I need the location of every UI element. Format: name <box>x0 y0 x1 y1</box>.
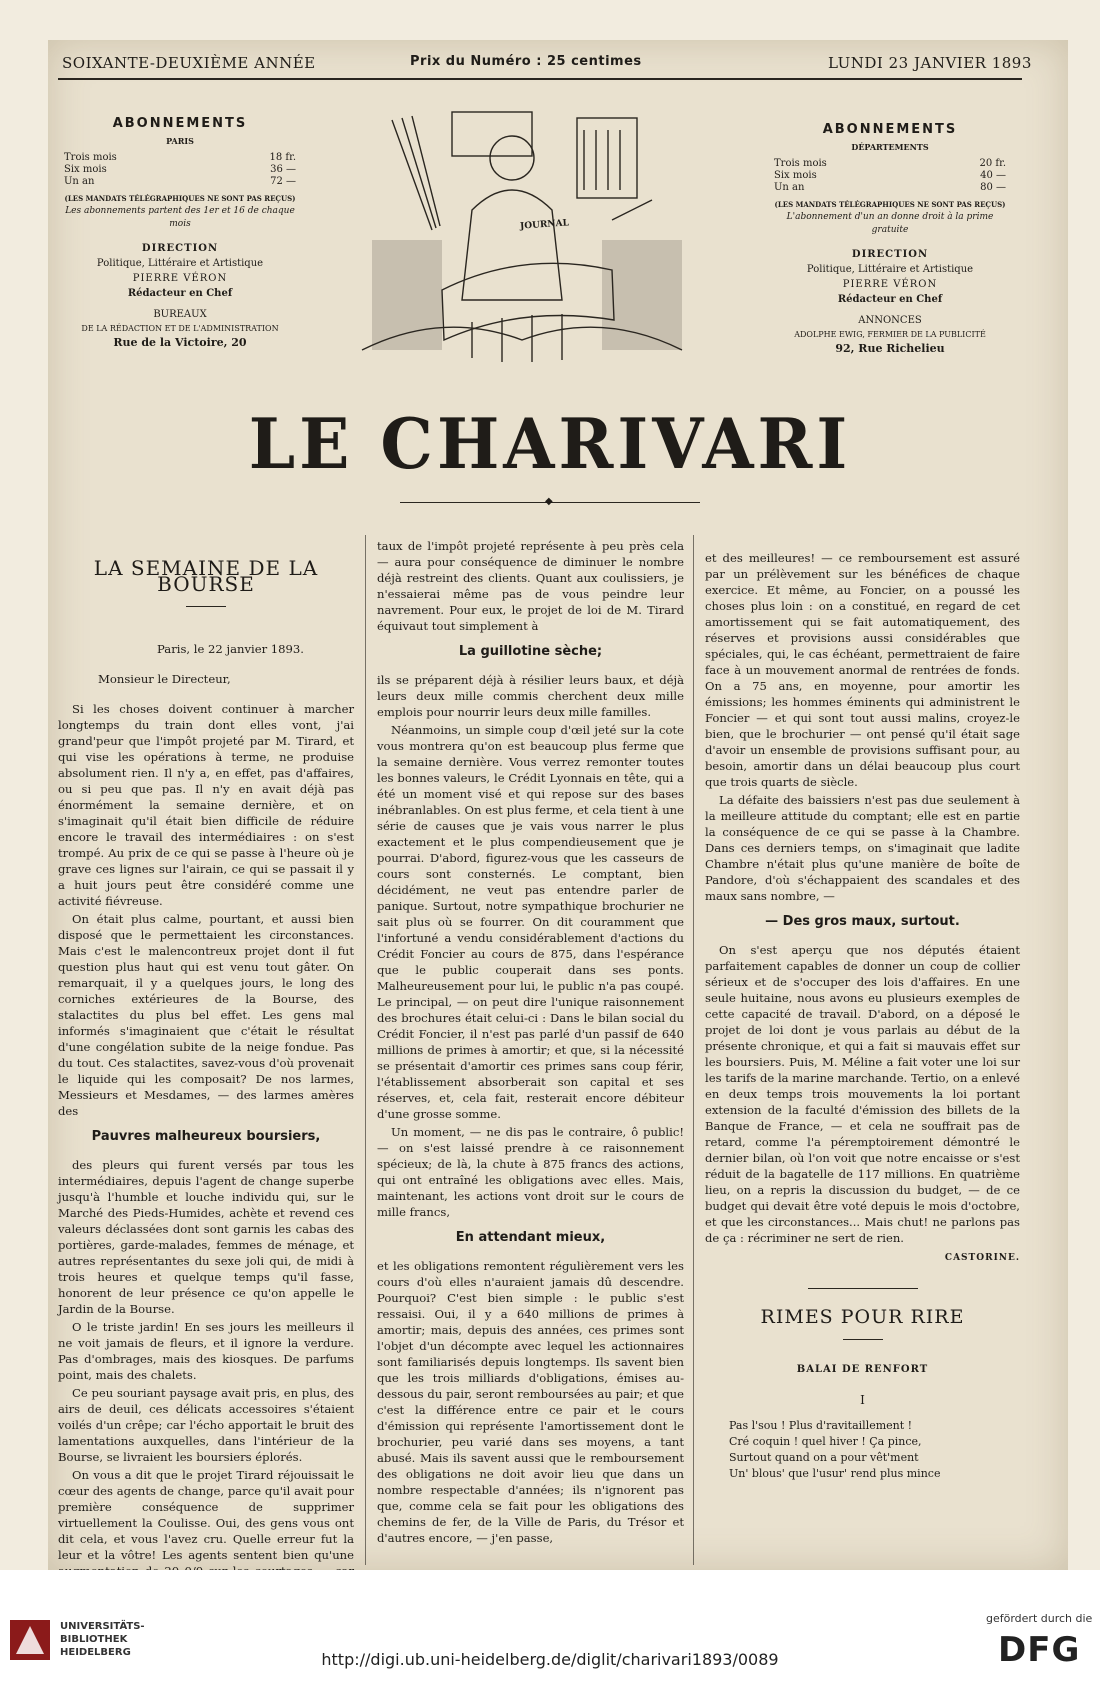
header-date: LUNDI 23 JANVIER 1893 <box>828 54 1032 72</box>
subs-left-direction-sub: Politique, Littéraire et Artistique <box>96 258 264 269</box>
subheading: — Des gros maux, surtout. <box>765 914 960 929</box>
library-line: BIBLIOTHEK <box>60 1634 128 1645</box>
masthead-illustration <box>352 100 692 368</box>
rate-amount: 80 — <box>980 182 1006 193</box>
rate-label: Six mois <box>64 164 107 175</box>
subs-right-note: (LES MANDATS TÉLÉGRAPHIQUES NE SONT PAS REÇUS) <box>774 200 1006 209</box>
source-url[interactable]: http://digi.ub.uni-heidelberg.de/diglit/charivari1893/0089 <box>321 1650 779 1669</box>
rate-label: Trois mois <box>64 152 117 163</box>
column-1 <box>58 556 354 1562</box>
paragraph: La défaite des baissiers n'est pas due seulement à la meilleure attitude du comptant; elle est en partie la conséquence de ce qui se passe à la Chambre. Dans ces derniers temps, on s'imaginait que ladite Chambre n'était plus qu'une manière de boîte de Pandore, d'où s'échappaient des scandales et des maux sans nombre, — <box>705 793 1020 903</box>
subs-right <box>770 122 1010 356</box>
subs-right-rates <box>774 158 1006 194</box>
subs-right-title: ABONNEMENTS <box>822 122 958 137</box>
title-rule <box>843 1339 883 1340</box>
funded-by: gefördert durch die <box>986 1612 1093 1625</box>
poem-line: Cré coquin ! quel hiver ! Ça pince, <box>729 1435 922 1448</box>
rate-amount: 40 — <box>980 170 1006 181</box>
subs-left-note: (LES MANDATS TÉLÉGRAPHIQUES NE SONT PAS REÇUS) <box>64 194 296 203</box>
subs-left-address: Rue de la Victoire, 20 <box>113 336 247 349</box>
paragraph: Néanmoins, un simple coup d'œil jeté sur la cote vous montrera qu'on est beaucoup plus ferme que la semaine dernière. Vous verrez remonter toutes les bonnes valeurs, le Crédit Lyonnais en tête, qui a été un moment visé et qui repose sur des bases inébranlables. On est plus ferme, et cela tient à une série de causes que je vais vous narrer le plus exactement et le plus compendieusement que je pourrai. D'abord, figurez-vous que les casseurs de cours sont consternés. Le comptant, bien décidément, ne veut pas entendre parler de panique. Surtout, notre sympathique brochurier ne sait plus où se fourrer. On dit couramment que l'infortuné a vendu considérablement d'actions du Crédit Foncier au cours de 875, dans l'espérance que le public couperait dans ses ponts. Malheureusement pour lui, le public n'a pas coupé. Le principal, — on peut dire l'unique raisonnement des brochures était celui-ci : Dans le bilan social du Crédit Foncier, il n'est pas parlé d'un passif de 640 millions de primes à amortir; et que, si la nécessité se présentait d'amortir ces primes sans coup férir, l'établissement absorberait son capital et ses réserves, et, cela fait, resterait encore débiteur d'une grosse somme. <box>377 723 684 1121</box>
signature: CASTORINE. <box>944 1253 1020 1263</box>
rate-label: Six mois <box>774 170 817 181</box>
paragraph: Ce peu souriant paysage avait pris, en plus, des airs de deuil, ces délicats accessoires s'étaient voilés d'un crêpe; car l'écho apportait le bruit des lamentations auxquelles, dans l'intérieur de la Bourse, se livraient les boursiers éplorés. <box>58 1386 354 1464</box>
poem-line: Un' blous' que l'usur' rend plus mince <box>729 1467 941 1480</box>
dfg-logo: DFG <box>998 1630 1081 1670</box>
section-rule <box>808 1288 918 1289</box>
subheading: La guillotine sèche; <box>458 644 603 659</box>
paragraph: On était plus calme, pourtant, et aussi bien disposé que le permettaient les circonstances. Mais c'est le malencontreux projet dont il fut question plus haut qui est venu tout gâter. On remarquait, il y a quelques jours, le long des corniches extérieures de la Bourse, des stalactites du plus bel effet. Les gens mal informés s'imaginaient que c'était le résultat d'une congélation subite de la neige fondue. Pas du tout. Ces stalactites, savez-vous d'où provenait le liquide qui les composait? De nos larmes, Messieurs et Mesdames, — des larmes amères des <box>58 912 354 1118</box>
poem-number: I <box>860 1393 865 1407</box>
subs-left-region: PARIS <box>166 136 194 146</box>
poem <box>729 1418 1020 1482</box>
subheading: En attendant mieux, <box>455 1230 606 1245</box>
library-line: UNIVERSITÄTS- <box>60 1621 145 1632</box>
paragraph: ils se préparent déjà à résilier leurs baux, et déjà leurs deux mille commis cherchent deux mille emplois pour nourrir leurs deux mille familles. <box>377 673 684 719</box>
rate-amount: 20 fr. <box>979 158 1006 169</box>
paragraph: O le triste jardin! En ses jours les meilleurs il ne voit jamais de fleurs, et il ignore la verdure. Pas d'ombrages, mais des kiosques. De parfums point, mais des chalets. <box>58 1320 354 1382</box>
paragraph: On s'est aperçu que nos députés étaient parfaitement capables de donner un coup de collier sérieux et de s'occuper des lois d'affaires. En une seule huitaine, nous avons eu plusieurs exemples de cette capacité de travail. D'abord, on a déposé le projet de loi dont je vous parlais au début de la présente chronique, et qui a fait si mauvais effet sur les boursiers. Puis, M. Méline a fait voter une loi sur les tarifs de la marine marchande. Tertio, on a enlevé en deux temps trois mouvements la loi portant extension de la faculté d'émission des billets de la Banque de France, — et cela ne souffrait pas de retard, comme l'a péremptoirement démontré le dernier bilan, où l'on voit que notre encaisse or s'est réduit de la bagatelle de 117 millions. En quatrième lieu, on a repris la discussion du budget, — de ce budget qui devait être voté depuis le mois d'octobre, et que les circonstances... Mais chut! ne parlons pas de ça : récriminer ne sert de rien. <box>705 943 1020 1245</box>
subs-right-annonces-sub: ADOLPHE EWIG, FERMIER DE LA PUBLICITÉ <box>794 330 986 339</box>
column-2 <box>377 538 684 1562</box>
subs-right-italic: L'abonnement d'un an donne droit à la prime gratuite <box>786 212 994 235</box>
column-3 <box>705 550 1020 1562</box>
title-rule <box>186 606 226 607</box>
poem-title: BALAI DE RENFORT <box>796 1364 929 1375</box>
poem-line: Surtout quand on a pour vêt'ment <box>729 1451 919 1464</box>
poem-line: Pas l'sou ! Plus d'ravitaillement ! <box>729 1419 913 1432</box>
subs-left-bureaux: BUREAUX <box>153 309 207 320</box>
subs-left-italic: Les abonnements partent des 1er et 16 de chaque mois <box>65 206 295 229</box>
subs-left-editor: PIERRE VÉRON <box>132 273 228 284</box>
header-year: SOIXANTE-DEUXIÈME ANNÉE <box>62 54 316 72</box>
paragraph: et les obligations remontent régulièrement vers les cours d'où elles n'auraient jamais dû descendre. Pourquoi? C'est bien simple : le public s'est ressaisi. Oui, il y a 640 millions de primes à amortir; mais, depuis des années, ces primes sont l'objet d'un décompte avec lequel les actionnaires sont familiarisés depuis longtemps. Ils savent bien que les trois milliards d'obligations, émises au-dessous du pair, seront remboursées au pair; et que c'est la différence entre ce pair et le cours d'émission qui représente l'amortissement dont le brochurier, peu varié dans ses moyens, a tant abusé. Mais ils savent aussi que le remboursement des obligations ne doit avoir lieu que dans un nombre respectable d'années; ils n'ignorent pas que, comme cela se fait pour les obligations des chemins de fer, de la Ville de Paris, du Trésor et d'autres encore, — j'en passe, <box>377 1259 684 1545</box>
ornament-diamond-icon: ◆ <box>545 496 553 507</box>
subs-left-rates <box>64 152 296 188</box>
header-rule <box>58 78 1022 80</box>
paragraph: Si les choses doivent continuer à marcher longtemps du train dont elles vont, j'ai grand'peur que l'impôt projeté par M. Tirard, et qui vise les opérations à terme, ne produise absolument rien. Il n'y a, en effet, pas d'affaires, ou si peu que pas. Il n'y en avait déjà pas énormément la semaine dernière, et on s'imaginait qu'il était bien difficile de réduire encore le travail des intermédiaires : on s'est trompé. Au prix de ce qui se passe à l'heure où je grave ces lignes sur l'airain, ce qui se passait il y a huit jours peut être considéré comme une activité fiévreuse. <box>58 702 354 908</box>
rate-label: Un an <box>774 182 805 193</box>
illustration-caption: JOURNAL <box>519 218 570 232</box>
subs-right-region: DÉPARTEMENTS <box>851 142 929 152</box>
subs-left-bureaux-sub: DE LA RÉDACTION ET DE L'ADMINISTRATION <box>81 324 279 333</box>
subs-left-direction: DIRECTION <box>141 243 219 254</box>
column-separator <box>693 535 694 1565</box>
header-price: Prix du Numéro : 25 centimes <box>410 54 642 69</box>
subs-right-editor-role: Rédacteur en Chef <box>837 294 943 305</box>
subs-left-editor-role: Rédacteur en Chef <box>127 288 233 299</box>
paragraph: taux de l'impôt projeté représente à peu près cela — aura pour conséquence de diminuer le nombre déjà restreint des clients. Quant aux coulissiers, je n'essaierai même pas de vous peindre leur navrement. Pour eux, le projet de loi de M. Tirard équivaut tout simplement à <box>377 539 684 633</box>
rate-amount: 72 — <box>270 176 296 187</box>
dateline: Paris, le 22 janvier 1893. <box>157 642 304 656</box>
paragraph: des pleurs qui furent versés par tous les intermédiaires, depuis l'agent de change superbe jusqu'à l'humble et louche individu qui, sur le Marché des Pieds-Humides, achète et revend ces valeurs déclassées dont sont garnis les cabas des portières, garde-malades, femmes de ménage, et autres représentantes du sexe joli qui, de midi à trois heures et quelque temps qu'il fasse, honorent de leur présence ce qu'on appelle le Jardin de la Bourse. <box>58 1158 354 1316</box>
rate-amount: 36 — <box>270 164 296 175</box>
subs-right-direction-sub: Politique, Littéraire et Artistique <box>806 264 974 275</box>
subs-right-direction: DIRECTION <box>851 249 929 260</box>
rimes-title: RIMES POUR RIRE <box>760 1306 965 1328</box>
masthead-title: LE CHARIVARI <box>248 403 852 485</box>
subs-right-editor: PIERRE VÉRON <box>842 279 938 290</box>
caricature-figure-image <box>352 100 692 368</box>
library-line: HEIDELBERG <box>60 1647 131 1658</box>
rate-label: Trois mois <box>774 158 827 169</box>
subs-right-annonces: ANNONCES <box>858 315 922 326</box>
subs-left <box>60 116 300 350</box>
paragraph: et des meilleures! — ce remboursement est assuré par un prélèvement sur les bénéfices de chaque exercice. Et même, au Foncier, on a poussé les choses plus loin : on a constitué, en regard de cet amortissement qui se fait automatiquement, des réserves et provisions aussi considérables que spéciales, qui, le cas échéant, permettraient de faire face à un mouvement anormal de rentrées de fonds. On a 75 ans, en moyenne, pour amortir les émissions; les hommes éminents qui administrent le Foncier — et qui sont tout aussi malins, croyez-le bien, que le brochurier — ont pensé qu'il était sage d'avoir un ensemble de provisions suffisant pour, au besoin, amortir dans un délai beaucoup plus court que trois quarts de siècle. <box>705 551 1020 789</box>
salutation: Monsieur le Directeur, <box>98 672 231 686</box>
rate-label: Un an <box>64 176 95 187</box>
article-title: LA SEMAINE DE LA BOURSE <box>93 556 319 596</box>
subheading: Pauvres malheureux boursiers, <box>91 1129 321 1144</box>
rate-amount: 18 fr. <box>269 152 296 163</box>
paragraph: Un moment, — ne dis pas le contraire, ô public! — on s'est laissé prendre à ce raisonnement spécieux; de là, la chute à 875 francs des actions, qui ont entraîné les obligations avec elles. Mais, maintenant, les actions vont droit sur le cours de mille francs, <box>377 1125 684 1219</box>
paragraph: On vous a dit que le projet Tirard réjouissait le cœur des agents de change, parce qu'il avait pour première conséquence de supprimer virtuellement la Coulisse. Oui, des gens vous ont dit cela, et vous l'avez cru. Quelle erreur fut la leur et la vôtre! Les agents sentent bien qu'une <box>58 1468 354 1562</box>
subs-right-address: 92, Rue Richelieu <box>835 342 945 355</box>
subs-left-title: ABONNEMENTS <box>112 116 248 131</box>
column-separator <box>365 535 366 1565</box>
